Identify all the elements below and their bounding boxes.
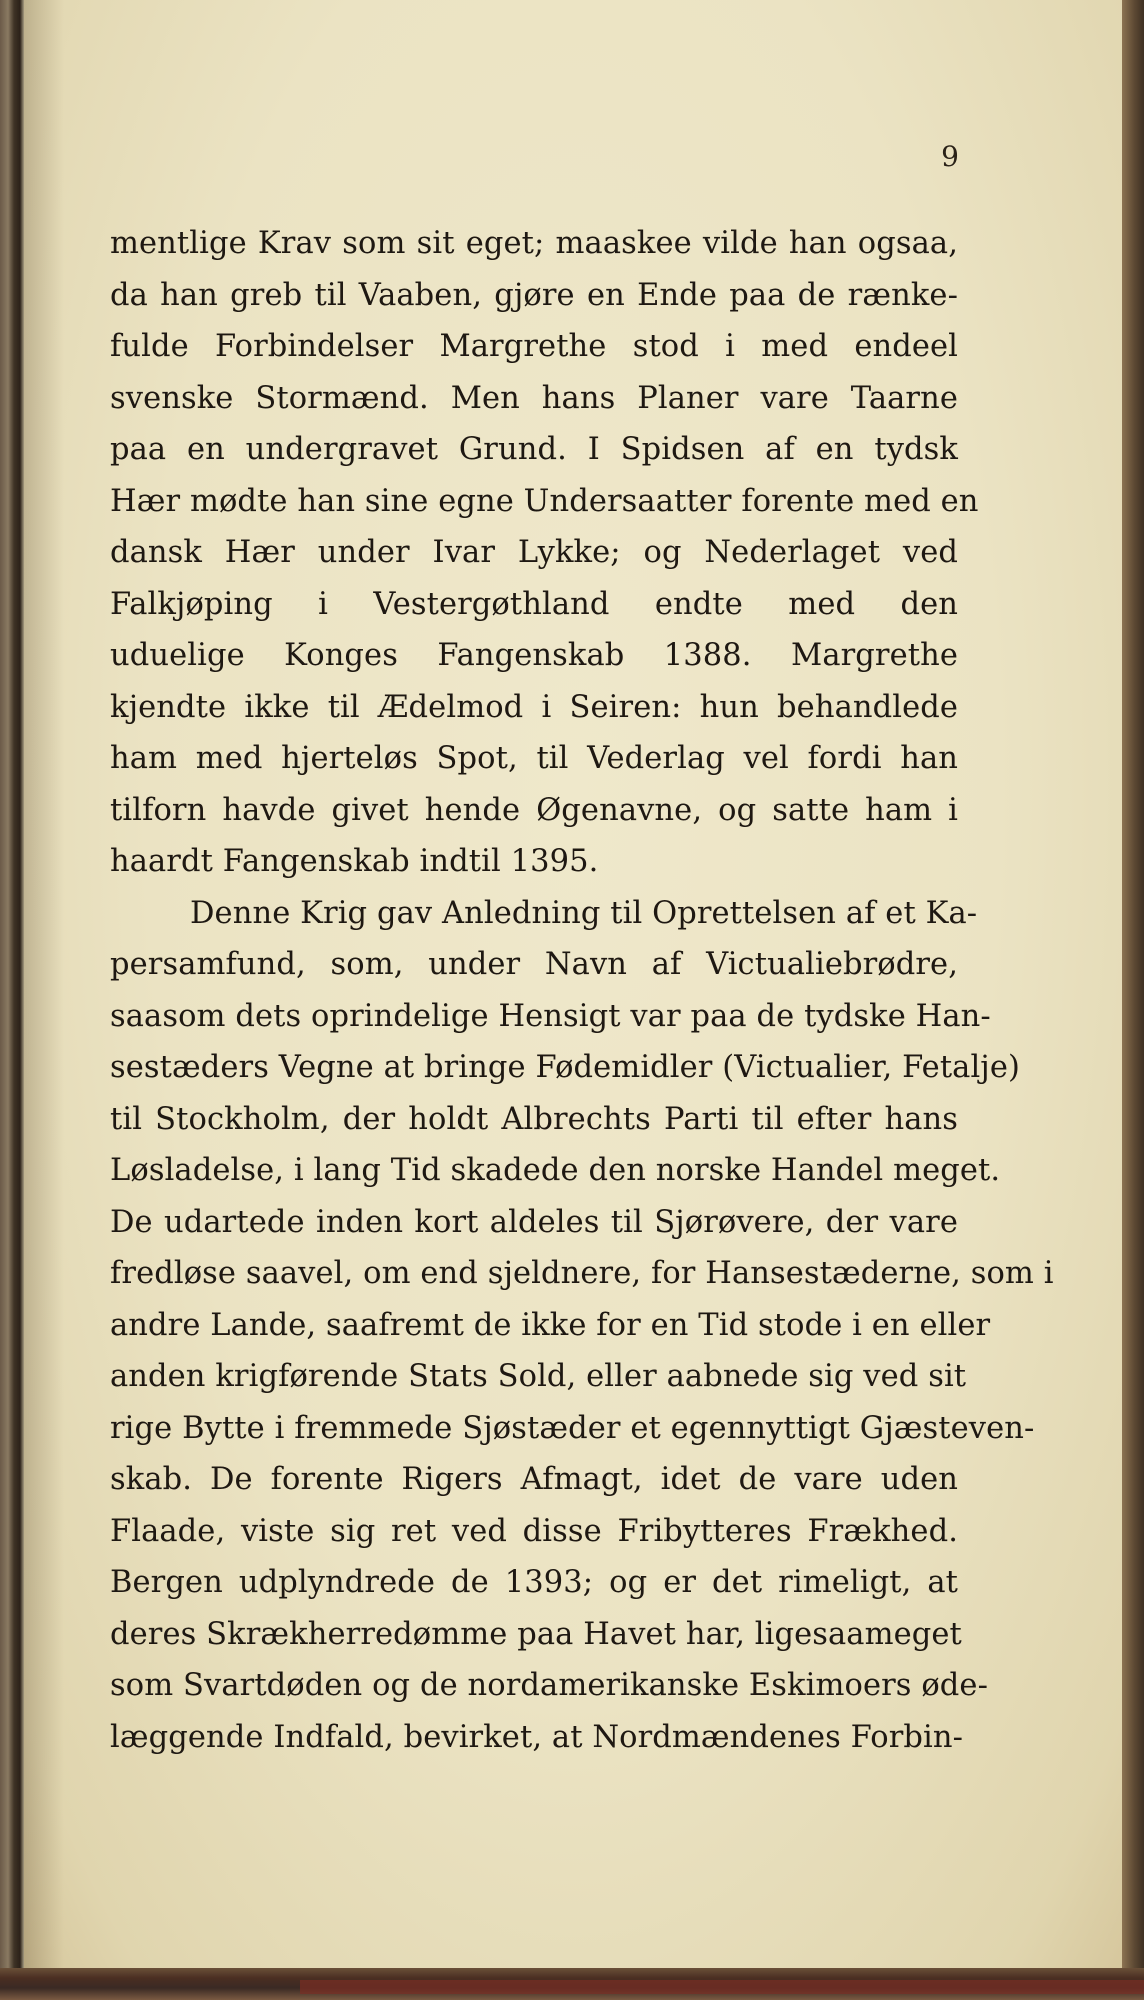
text-line: sestæders Vegne at bringe Fødemidler (Victualier, Fetalje) xyxy=(110,1050,1021,1085)
text-line: tilforn havde givet hende Øgenavne, og satte ham i xyxy=(110,792,958,828)
text-line: skab. De forente Rigers Afmagt, idet de vare uden xyxy=(110,1462,958,1497)
text-line: da han greb til Vaaben, gjøre en Ende paa de rænke- xyxy=(110,277,958,313)
text-line-paragraph-end: haardt Fangenskab indtil 1395. xyxy=(110,844,599,879)
body-text xyxy=(110,218,1054,1763)
text-line: fulde Forbindelser Margrethe stod i med endeel xyxy=(110,329,958,364)
page-number: 9 xyxy=(941,140,959,173)
page-gutter-shadow xyxy=(24,0,64,1968)
text-line: svenske Stormænd. Men hans Planer vare Taarne xyxy=(110,380,958,416)
text-line: Flaade, viste sig ret ved disse Fribytteres Frækhed. xyxy=(110,1513,958,1549)
text-line: De udartede inden kort aldeles til Sjørøvere, der vare xyxy=(110,1204,958,1240)
text-line: Hær mødte han sine egne Undersaatter forente med en xyxy=(110,483,979,519)
text-line: andre Lande, saafremt de ikke for en Tid stode i en eller xyxy=(110,1307,991,1343)
text-line: til Stockholm, der holdt Albrechts Parti til efter hans xyxy=(110,1101,958,1137)
text-line: paa en undergravet Grund. I Spidsen af en tydsk xyxy=(110,432,958,467)
text-line: deres Skrækherredømme paa Havet har, ligesaameget xyxy=(110,1616,962,1652)
text-line: Falkjøping i Vestergøthland endte med den xyxy=(110,586,958,622)
text-line: Bergen udplyndrede de 1393; og er det rimeligt, at xyxy=(110,1565,958,1600)
text-line: anden krigførende Stats Sold, eller aabnede sig ved sit xyxy=(110,1359,967,1394)
text-line: kjendte ikke til Ædelmod i Seiren: hun behandlede xyxy=(110,689,958,725)
text-line: rige Bytte i fremmede Sjøstæder et egennyttigt Gjæsteven- xyxy=(110,1410,1035,1446)
book-cover-edge xyxy=(300,1980,1144,1994)
text-line: læggende Indfald, bevirket, at Nordmændenes Forbin- xyxy=(110,1719,964,1755)
text-line: dansk Hær under Ivar Lykke; og Nederlaget ved xyxy=(110,535,958,570)
text-line: som Svartdøden og de nordamerikanske Eskimoers øde- xyxy=(110,1668,988,1703)
text-line: ham med hjerteløs Spot, til Vederlag vel fordi han xyxy=(110,741,958,776)
text-line: mentlige Krav som sit eget; maaskee vilde han ogsaa, xyxy=(110,226,958,261)
text-line: persamfund, som, under Navn af Victualiebrødre, xyxy=(110,947,958,982)
text-line: saasom dets oprindelige Hensigt var paa de tydske Han- xyxy=(110,998,991,1034)
text-line: uduelige Konges Fangenskab 1388. Margrethe xyxy=(110,638,958,673)
text-line: fredløse saavel, om end sjeldnere, for Hansestæderne, som i xyxy=(110,1256,1054,1291)
text-line-paragraph-start: Denne Krig gav Anledning til Oprettelsen af et Ka- xyxy=(190,895,978,931)
text-line: Løsladelse, i lang Tid skadede den norske Handel meget. xyxy=(110,1153,1001,1188)
